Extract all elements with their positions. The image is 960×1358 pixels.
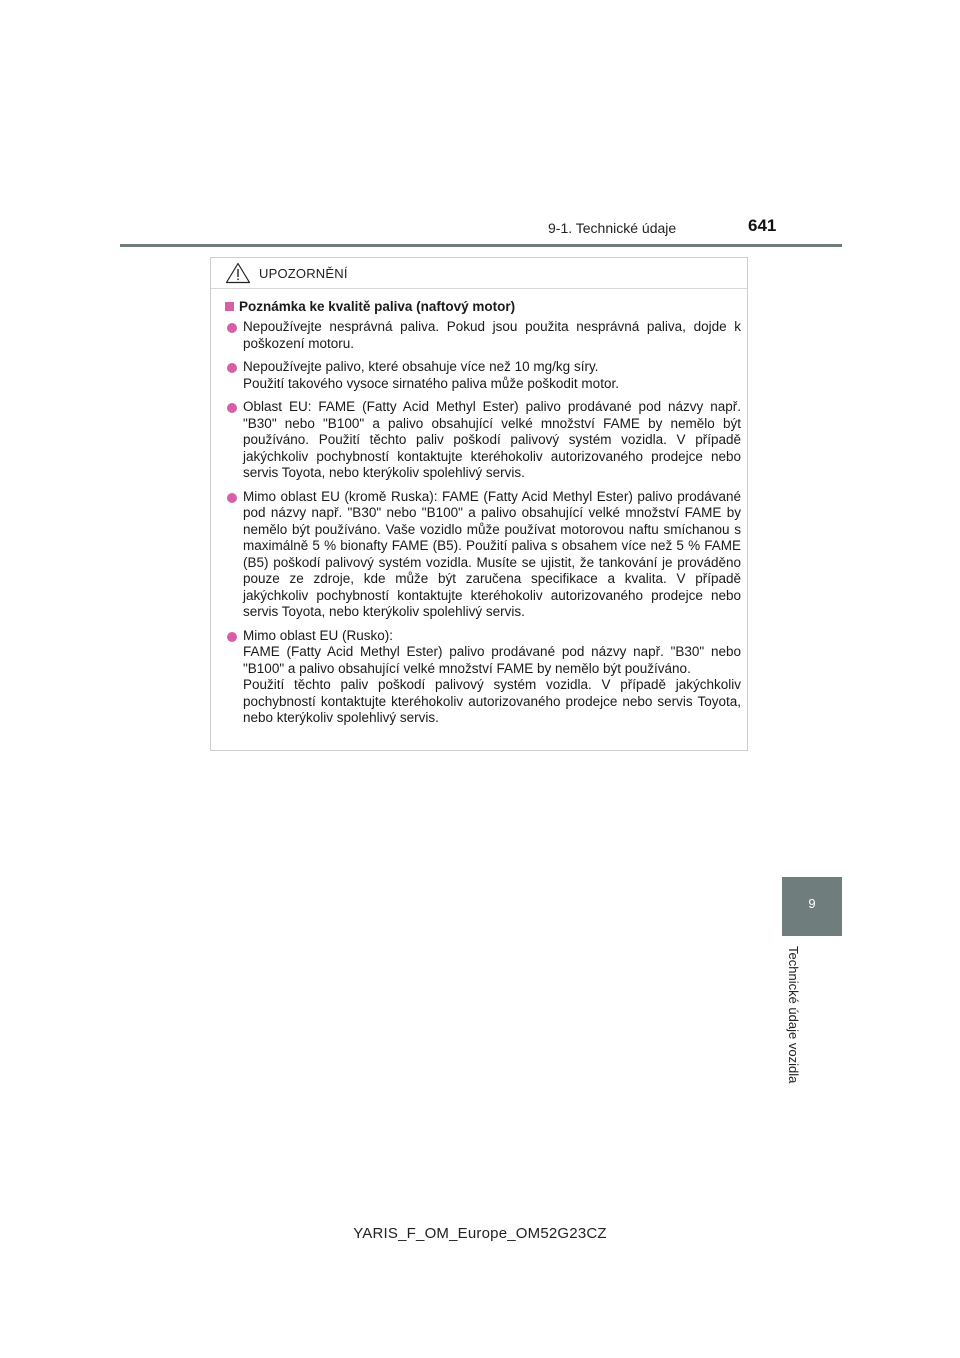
chapter-label: Technické údaje vozidla: [786, 946, 801, 1084]
warning-item: [225, 489, 741, 621]
warning-item-text: Mimo oblast EU (kromě Ruska): FAME (Fatty Acid Methyl Ester) palivo prodávané pod názvy např. "B30" nebo "B100" a palivo obsahující velké množství FAME by nemělo být používáno. Vaše vozidlo může používat motorovou naftu smíchanou s maximálně 5 % bionafty FAME (B5). Použití paliva s obsahem více než 5 % FAME (B5) poškodí palivový systém vozidla. Musíte se ujistit, že tankování je prováděno pouze ze zdroje, kde může být zaručena specifikace a kvalita. V případě jakýchkoliv pochybností kontaktujte kteréhokoliv autorizovaného prodejce nebo servis Toyota, nebo kterýkoliv spolehlivý servis.: [243, 488, 741, 619]
header-divider: [120, 244, 842, 247]
bullet-icon: [227, 493, 237, 503]
warning-item-text: Mimo oblast EU (Rusko): FAME (Fatty Acid Methyl Ester) palivo prodávané pod názvy např. "B30" nebo "B100" a palivo obsahující velké množství FAME by nemělo být používáno. Použití těchto paliv poškodí palivový systém vozidla. V případě jakýchkoliv pochybností kontaktujte kteréhokoliv autorizovaného prodejce nebo servis Toyota, nebo kterýkoliv spolehlivý servis.: [243, 627, 741, 725]
warning-item-text: Nepoužívejte nesprávná paliva. Pokud jsou použita nesprávná paliva, dojde k poškození motoru.: [243, 319, 741, 351]
section-title: 9-1. Technické údaje: [548, 220, 677, 236]
chapter-tab: [782, 877, 842, 936]
chapter-number: 9: [808, 896, 816, 911]
warning-section-heading: [225, 299, 741, 314]
warning-item: [225, 628, 741, 727]
page-number: 641: [748, 216, 777, 235]
bullet-icon: [227, 363, 237, 373]
warning-section-title: Poznámka ke kvalitě paliva (naftový motor): [239, 299, 516, 314]
warning-item: [225, 399, 741, 482]
square-bullet-icon: [225, 302, 234, 311]
document-id: YARIS_F_OM_Europe_OM52G23CZ: [353, 1225, 607, 1242]
warning-title: UPOZORNĚNÍ: [259, 265, 348, 281]
warning-box: [210, 257, 748, 751]
warning-item-text: Nepoužívejte palivo, které obsahuje více než 10 mg/kg síry. Použití takového vysoce sirnatého paliva může poškodit motor.: [243, 359, 619, 391]
bullet-icon: [227, 403, 237, 413]
warning-triangle-icon: [225, 262, 251, 284]
warning-item: [225, 319, 741, 352]
warning-item-text: Oblast EU: FAME (Fatty Acid Methyl Ester) palivo prodávané pod názvy např. "B30" nebo "B100" a palivo obsahující velké množství FAME by nemělo být používáno. Použití těchto paliv poškodí palivový systém vozidla. V případě jakýchkoliv pochybností kontaktujte kteréhokoliv autorizovaného prodejce nebo servis Toyota, nebo kterýkoliv spolehlivý servis.: [243, 399, 741, 480]
bullet-icon: [227, 632, 237, 642]
warning-item: [225, 359, 741, 392]
bullet-icon: [227, 323, 237, 333]
warning-header: [211, 258, 747, 289]
warning-body: [211, 289, 747, 727]
